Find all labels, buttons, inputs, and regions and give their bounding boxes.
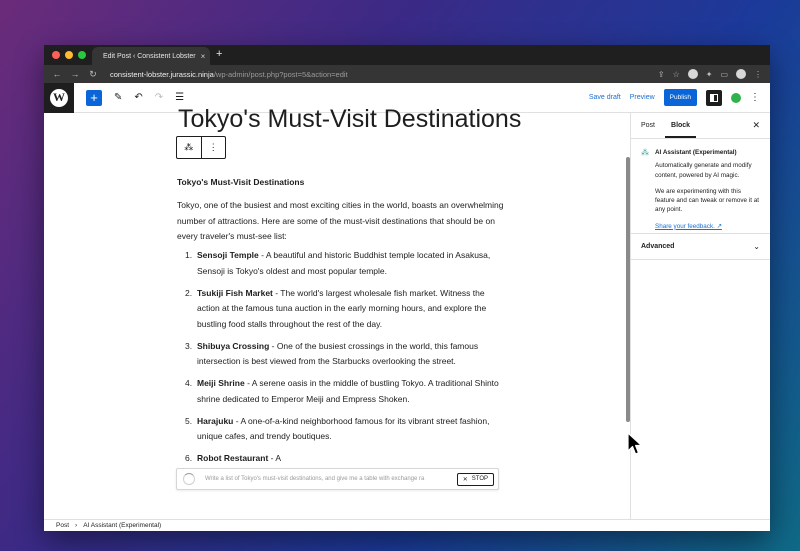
mouse-cursor-icon [627, 432, 643, 456]
settings-sidebar [630, 113, 770, 519]
editor-actions [589, 89, 770, 106]
options-menu-icon[interactable]: ⋮ [750, 92, 760, 103]
destinations-list [185, 248, 507, 473]
list-item[interactable] [185, 286, 507, 333]
list-item-name: Sensoji Temple [197, 250, 259, 260]
list-item[interactable] [185, 376, 507, 407]
undo-icon[interactable]: ↶ [134, 92, 143, 103]
list-item[interactable] [185, 248, 507, 279]
intro-paragraph[interactable]: Tokyo, one of the busiest and most exciting cities in the world, boasts an overwhelming number of attractions. Here are some of the must-visit destinations that should be on every traveler's must-see list: [177, 200, 504, 241]
chevron-down-icon: ⌄ [753, 242, 760, 251]
post-title[interactable]: Tokyo's Must-Visit Destinations [178, 105, 522, 133]
breadcrumb-separator: › [75, 522, 78, 529]
close-sidebar-icon[interactable]: ✕ [752, 120, 760, 130]
url-path: /wp-admin/post.php?post=5&action=edit [213, 69, 348, 79]
list-item-number: 5. [185, 415, 193, 426]
sidebar-icon [710, 94, 718, 102]
feedback-link[interactable]: Share your feedback. ↗ [655, 222, 722, 230]
reload-icon[interactable]: ↻ [89, 68, 97, 79]
list-item[interactable] [185, 451, 507, 467]
breadcrumb-post[interactable]: Post [56, 522, 70, 529]
list-item-desc: - The world's largest wholesale fish market. Witness the action at the famous tuna auction in the early morning hours, and explore the bustling food stalls throughout the rest of the day. [197, 287, 487, 329]
save-draft-button[interactable]: Save draft [588, 94, 621, 101]
extension-icon[interactable] [688, 69, 698, 79]
ai-prompt-input[interactable]: Write a list of Tokyo's must-visit destinations, and give me a table with exchange ra [204, 476, 425, 482]
sidebar-tabs [631, 113, 770, 139]
browser-tab-bar [44, 45, 770, 65]
profile-avatar[interactable] [736, 69, 746, 79]
url-host: consistent-lobster.jurassic.ninja [110, 69, 214, 79]
publish-button[interactable]: Publish [664, 89, 697, 106]
address-bar [44, 65, 770, 83]
wordpress-logo-button[interactable] [44, 83, 74, 113]
settings-sidebar-toggle[interactable] [706, 90, 722, 106]
editor-canvas [44, 105, 624, 519]
preview-button[interactable]: Preview [629, 94, 655, 101]
list-item-name: Tsukiji Fish Market [197, 287, 273, 298]
sidepanel-icon[interactable]: ▭ [720, 69, 728, 79]
tools-pen-icon[interactable]: ✎ [114, 92, 123, 103]
list-item-desc: - One of the busiest crossings in the world, this famous intersection is best viewed from the Starbucks overlooking the street. [197, 340, 479, 366]
share-icon[interactable]: ⇪ [657, 69, 665, 79]
block-toolbar [176, 136, 226, 159]
forward-icon[interactable]: → [70, 69, 80, 79]
url-field[interactable] [110, 70, 348, 79]
block-card-text [655, 148, 760, 233]
block-name: AI Assistant (Experimental) [655, 149, 737, 156]
list-item-desc: - A beautiful and historic Buddhist temple located in Asakusa, Sensoji is Tokyo's oldest and most popular temple. [197, 250, 491, 276]
extensions-puzzle-icon[interactable]: ✦ [705, 69, 713, 79]
wordpress-logo-icon: W [50, 89, 68, 107]
list-item[interactable] [185, 414, 507, 445]
content-heading[interactable]: Tokyo's Must-Visit Destinations [177, 177, 305, 187]
block-inserter-button[interactable]: + [86, 90, 102, 106]
tab-title: Edit Post ‹ Consistent Lobster [103, 52, 196, 60]
new-tab-button[interactable]: + [216, 48, 223, 60]
close-window-button[interactable] [52, 51, 60, 59]
tab-post[interactable]: Post [641, 122, 656, 129]
list-item-desc: - A [268, 453, 282, 463]
list-item-number: 4. [185, 378, 193, 388]
jetpack-icon[interactable] [731, 93, 741, 103]
block-card [631, 139, 770, 234]
list-item-number: 2. [185, 287, 193, 298]
document-overview-icon[interactable]: ☰ [175, 92, 185, 103]
close-icon: ✕ [462, 476, 468, 483]
list-item-name: Meiji Shrine [197, 378, 245, 388]
list-item-number: 1. [185, 250, 193, 260]
advanced-panel-toggle[interactable] [631, 234, 770, 260]
list-item-desc: - A serene oasis in the middle of bustling Tokyo. A traditional Shinto shrine dedicated to Emperor Meiji and Empress Shoken. [197, 378, 499, 404]
loading-spinner-icon [183, 473, 195, 485]
back-icon[interactable]: ← [52, 69, 62, 79]
browser-menu-icon[interactable]: ⋮ [754, 69, 762, 79]
redo-icon[interactable]: ↷ [154, 92, 164, 103]
browser-window [44, 45, 770, 531]
minimize-window-button[interactable] [65, 51, 73, 59]
advanced-label: Advanced [641, 243, 675, 250]
list-item-number: 3. [185, 340, 193, 351]
close-tab-icon[interactable]: × [200, 51, 206, 61]
browser-actions [658, 69, 762, 79]
zoom-window-button[interactable] [78, 51, 86, 59]
block-note: We are experimenting with this feature and can tweak or remove it at any point. [655, 187, 759, 214]
block-description: Automatically generate and modify content, powered by AI magic. [655, 162, 752, 179]
ai-assistant-block-icon[interactable]: ⁂ [184, 142, 194, 152]
list-item-name: Shibuya Crossing [197, 340, 270, 351]
stop-button[interactable] [457, 473, 494, 486]
list-item-desc: - A one-of-a-kind neighborhood famous for its vibrant street fashion, unique cafes, and trendy boutiques. [197, 415, 490, 441]
list-item-name: Robot Restaurant [197, 453, 269, 463]
stop-label: STOP [471, 476, 488, 482]
list-item-name: Harajuku [197, 415, 234, 426]
breadcrumb [44, 519, 770, 531]
window-controls [52, 51, 86, 59]
block-options-icon[interactable]: ⋮ [201, 137, 226, 158]
list-item-number: 6. [185, 453, 193, 463]
ai-assistant-prompt-box [176, 468, 499, 490]
bookmark-star-icon[interactable]: ☆ [672, 69, 680, 79]
browser-tab[interactable] [92, 47, 210, 65]
tab-block[interactable]: Block [671, 122, 691, 129]
list-item[interactable] [185, 339, 507, 370]
breadcrumb-block[interactable]: AI Assistant (Experimental) [83, 522, 162, 529]
ai-assistant-icon: ⁂ [641, 148, 649, 157]
